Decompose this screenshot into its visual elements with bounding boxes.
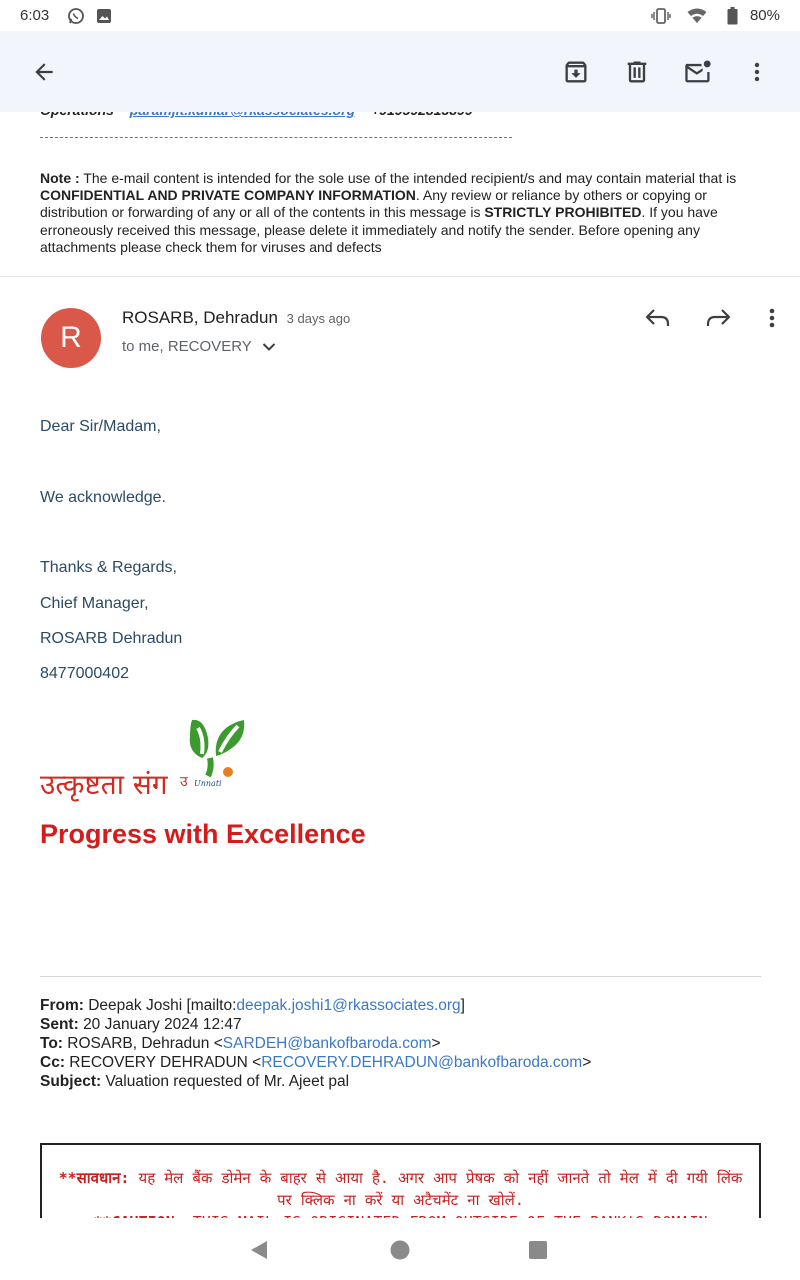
more-vert-icon [745,60,769,84]
battery-percent: 80% [749,7,780,24]
delete-button[interactable] [617,52,657,92]
dashed-divider [40,137,512,138]
archive-button[interactable] [556,52,596,92]
svg-text:Unnati: Unnati [194,779,222,788]
quoted-sent: Sent: 20 January 2024 12:47 [40,1016,242,1033]
nav-home-button[interactable] [388,1238,412,1262]
recipients-text: to me, RECOVERY [122,338,252,355]
body-designation: Chief Manager, [40,595,149,612]
from-email-link[interactable]: deepak.joshi1@rkassociates.org [236,997,461,1014]
gallery-icon [95,7,113,25]
quoted-separator [40,976,761,977]
archive-icon [562,58,590,86]
quoted-cc: Cc: RECOVERY DEHRADUN <RECOVERY.DEHRADUN@bankofbaroda.com> [40,1054,592,1071]
progress-tagline: Progress with Excellence [40,819,366,849]
whatsapp-icon [67,7,85,25]
to-email-link[interactable]: SARDEH@bankofbaroda.com [222,1035,432,1052]
sender-name: ROSARB, Dehradun [122,308,278,327]
caution-hindi: **सावधान: यह मेल बैंक डोमेन के बाहर से आया है. अगर आप प्रेषक को नहीं जानते तो मेल में दी गयी लिंक पर क्लिक ना करें या अटैचमेंट ना खोलें. [58,1169,743,1209]
battery-icon [724,7,742,25]
quoted-to: To: ROSARB, Dehradun <SARDEH@bankofbaroda.com> [40,1035,441,1052]
delete-icon [623,58,651,86]
quoted-subject: Subject: Valuation requested of Mr. Ajeet pal [40,1073,350,1090]
back-arrow-icon [31,59,57,85]
cc-email-link[interactable]: RECOVERY.DEHRADUN@bankofbaroda.com [261,1054,583,1071]
svg-text:उ: उ [180,774,188,790]
note-bold-1: CONFIDENTIAL AND PRIVATE COMPANY INFORMATION [40,187,416,204]
mark-unread-button[interactable] [678,52,718,92]
system-nav-bar [0,1218,800,1280]
previous-message-tail [0,112,800,277]
note-text-2: . Any review or reliance by others or copying or distribution or forwarding of any or all of the contents in this message is [40,187,707,221]
note-text-1: The e-mail content is intended for the sole use of the intended recipient/s and may contain material that is [79,170,737,186]
sender-line [122,308,350,328]
back-triangle-icon [248,1239,270,1261]
note-label: Note : [40,170,80,186]
home-circle-icon [389,1239,411,1261]
body-office: ROSARB Dehradun [40,630,183,647]
confidentiality-note [40,170,765,256]
body-greeting: Dear Sir/Madam, [40,418,161,435]
message-time: 3 days ago [286,311,351,326]
forward-icon [704,306,732,330]
body-text: We acknowledge. [40,489,166,506]
mark-unread-icon [683,58,713,86]
wifi-icon [688,7,706,25]
recipients-toggle[interactable] [122,338,276,355]
note-text-3: . If you have erroneously received this message, please delete it immediately and notify the sender. Before opening any attachments please check them for viruses and defects [40,204,718,255]
vibrate-icon [652,7,670,25]
sender-avatar[interactable]: R [41,308,101,368]
nav-back-button[interactable] [247,1238,271,1262]
more-options-button[interactable] [737,52,777,92]
body-phone-link[interactable]: 8477000402 [40,665,129,682]
status-bar [0,0,800,31]
back-button[interactable] [24,52,64,92]
top-app-bar [0,31,800,112]
reply-icon [644,306,672,330]
unnati-logo [180,714,250,790]
status-time: 6:03 [20,7,50,24]
more-vert-icon [762,306,782,330]
reply-button[interactable] [640,300,676,336]
hindi-tagline: उत्कृष्टता संग [40,768,168,801]
forward-button[interactable] [700,300,736,336]
chevron-down-icon [262,342,276,352]
note-bold-2: STRICTLY PROHIBITED [484,204,642,221]
body-thanks: Thanks & Regards, [40,559,177,576]
nav-recents-button[interactable] [526,1238,550,1262]
message-more-button[interactable] [754,300,790,336]
recents-square-icon [527,1239,549,1261]
quoted-from: From: Deepak Joshi [mailto:deepak.joshi1@rkassociates.org] [40,997,465,1014]
